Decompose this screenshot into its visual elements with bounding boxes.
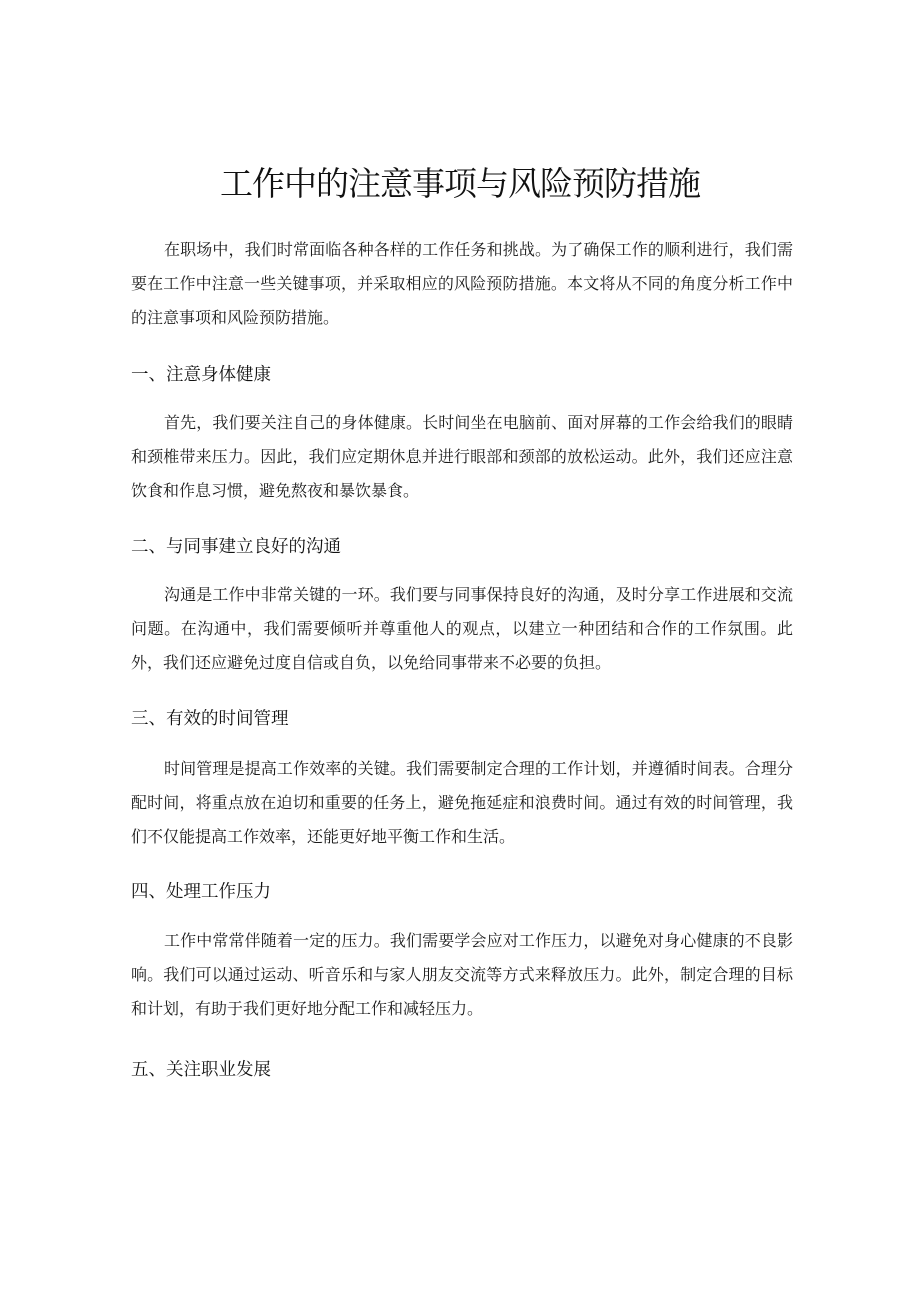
section-heading-communication: 二、与同事建立良好的沟通 [131, 537, 341, 557]
section-body-time-management: 时间管理是提高工作效率的关键。我们需要制定合理的工作计划，并遵循时间表。合理分配时间，将重点放在迫切和重要的任务上，避免拖延症和浪费时间。通过有效的时间管理，我们不仅能提高工作效率，还能更好地平衡工作和生活。 [131, 759, 793, 846]
section-body-communication: 沟通是工作中非常关键的一环。我们要与同事保持良好的沟通，及时分享工作进展和交流问题。在沟通中，我们需要倾听并尊重他人的观点，以建立一种团结和合作的工作氛围。此外，我们还应避免过度自信或自负，以免给同事带来不必要的负担。 [131, 585, 793, 672]
section-body-health: 首先，我们要关注自己的身体健康。长时间坐在电脑前、面对屏幕的工作会给我们的眼睛和颈椎带来压力。因此，我们应定期休息并进行眼部和颈部的放松运动。此外，我们还应注意饮食和作息习惯，避免熬夜和暴饮暴食。 [131, 413, 793, 500]
section-body-work-pressure: 工作中常常伴随着一定的压力。我们需要学会应对工作压力，以避免对身心健康的不良影响。我们可以通过运动、听音乐和与家人朋友交流等方式来释放压力。此外，制定合理的目标和计划，有助于我们更好地分配工作和减轻压力。 [131, 931, 793, 1018]
section-heading-work-pressure: 四、处理工作压力 [131, 882, 271, 902]
section-heading-career-development: 五、关注职业发展 [131, 1060, 271, 1080]
section-heading-time-management: 三、有效的时间管理 [131, 709, 289, 729]
section-heading-health: 一、注意身体健康 [131, 365, 271, 385]
intro-paragraph: 在职场中，我们时常面临各种各样的工作任务和挑战。为了确保工作的顺利进行，我们需要在工作中注意一些关键事项，并采取相应的风险预防措施。本文将从不同的角度分析工作中的注意事项和风险预防措施。 [131, 240, 793, 327]
document-title: 工作中的注意事项与风险预防措施 [220, 164, 700, 203]
